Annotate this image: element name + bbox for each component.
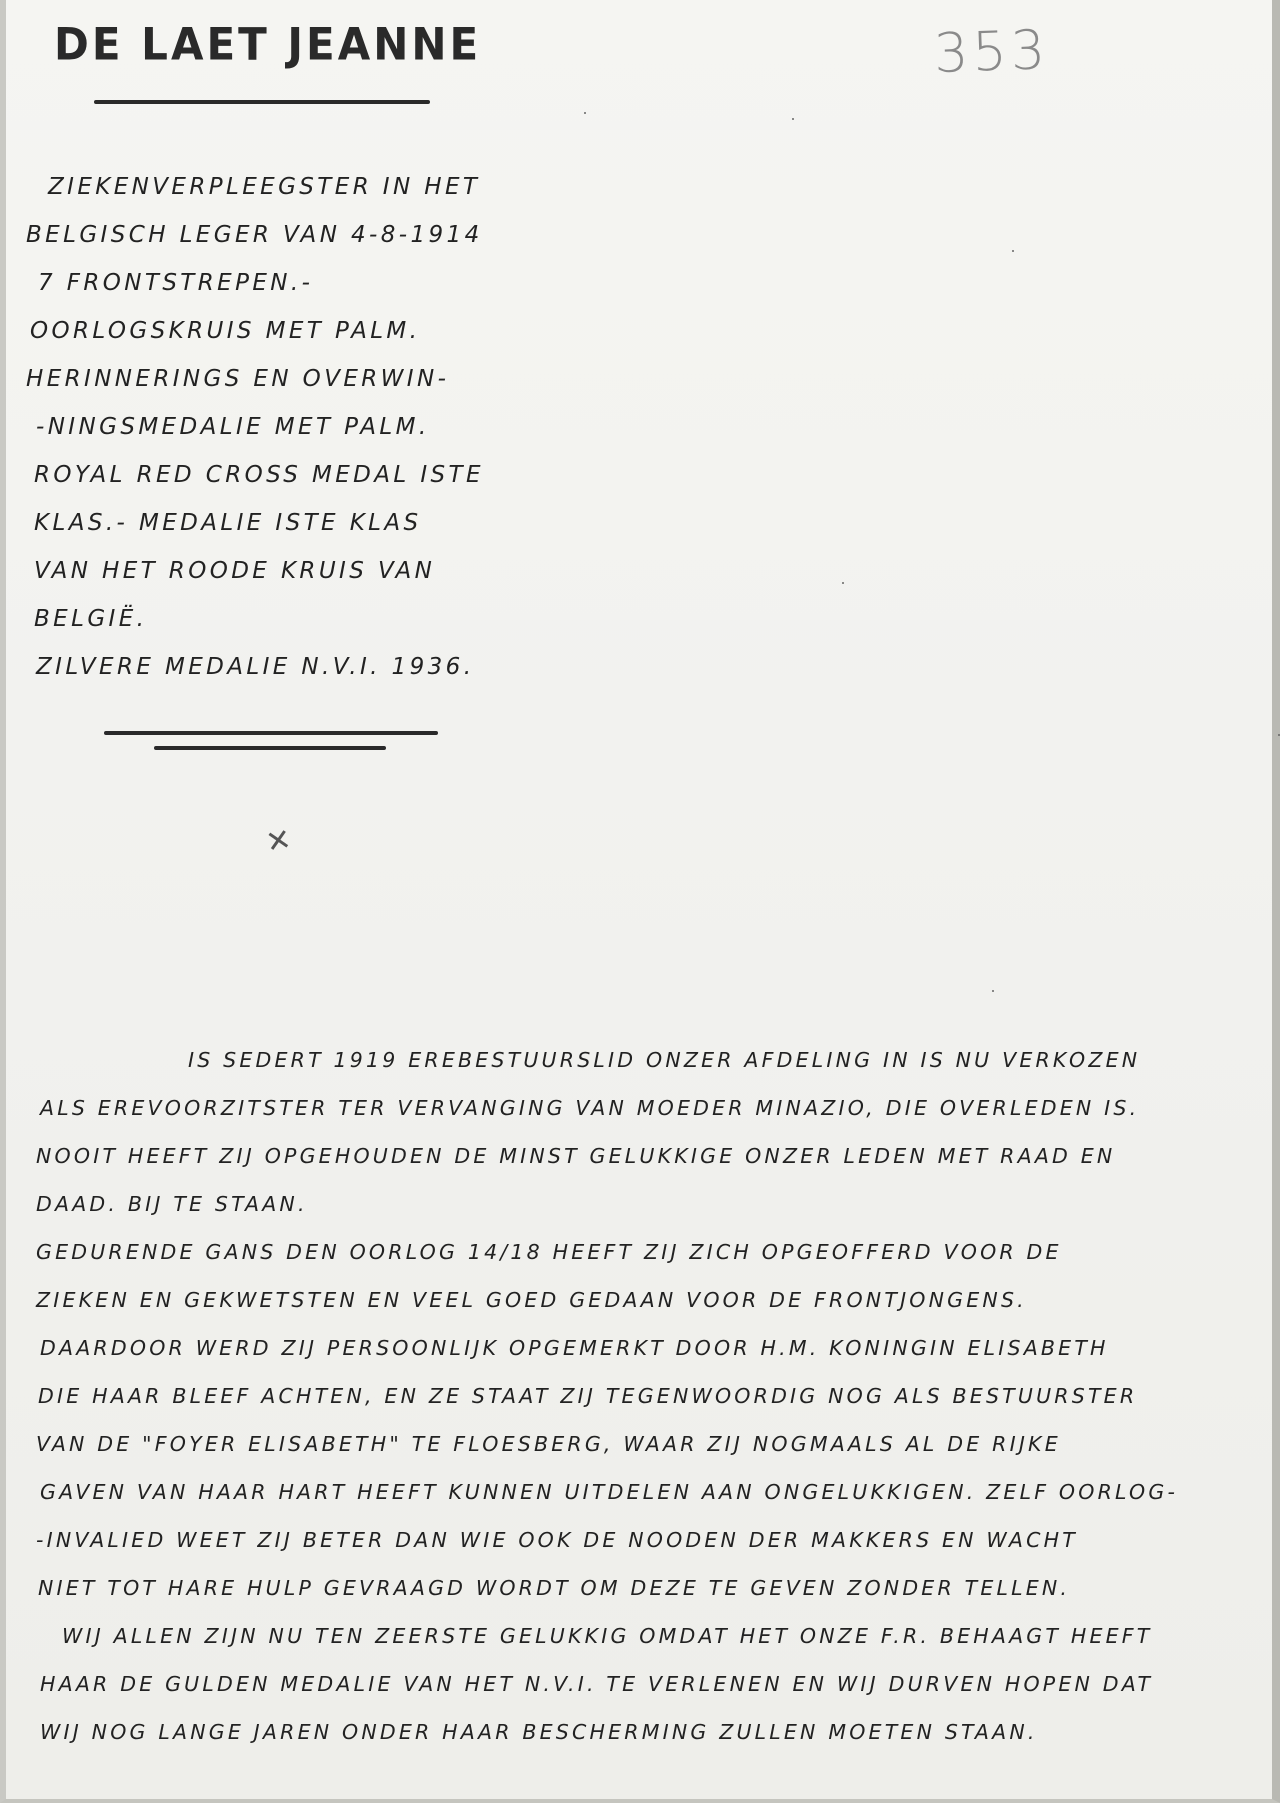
ink-speck (992, 990, 994, 992)
citation-line: DAAD. BIJ TE STAAN. (36, 1192, 308, 1216)
citation-line: DAARDOOR WERD ZIJ PERSOONLIJK OPGEMERKT DOOR H.M. KONINGIN ELISABETH (40, 1336, 1109, 1360)
citation-line: ALS EREVOORZITSTER TER VERVANGING VAN MOEDER MINAZIO, DIE OVERLEDEN IS. (40, 1096, 1140, 1120)
cross-mark-icon: ✕ (263, 822, 294, 861)
page-number: 353 (932, 18, 1051, 85)
citation-line: GAVEN VAN HAAR HART HEEFT KUNNEN UITDELEN AAN ONGELUKKIGEN. ZELF OORLOG- (40, 1480, 1179, 1504)
citation-line: IS SEDERT 1919 EREBESTUURSLID ONZER AFDELING IN IS NU VERKOZEN (188, 1048, 1141, 1072)
citation-line: WIJ NOG LANGE JAREN ONDER HAAR BESCHERMING ZULLEN MOETEN STAAN. (40, 1720, 1038, 1744)
honours-line: ZIEKENVERPLEEGSTER IN HET (48, 174, 481, 200)
honours-line: BELGISCH LEGER VAN 4-8-1914 (26, 222, 483, 248)
document-title: DE LAET JEANNE (54, 18, 482, 71)
honours-line: ROYAL RED CROSS MEDAL ISTE (34, 462, 484, 488)
honours-line: HERINNERINGS EN OVERWIN- (26, 366, 450, 392)
honours-line: 7 FRONTSTREPEN.- (38, 270, 314, 296)
ink-speck (584, 112, 586, 114)
citation-line: HAAR DE GULDEN MEDALIE VAN HET N.V.I. TE VERLENEN EN WIJ DURVEN HOPEN DAT (40, 1672, 1154, 1696)
citation-line: GEDURENDE GANS DEN OORLOG 14/18 HEEFT ZIJ ZICH OPGEOFFERD VOOR DE (36, 1240, 1062, 1264)
citation-line: NIET TOT HARE HULP GEVRAAGD WORDT OM DEZE TE GEVEN ZONDER TELLEN. (38, 1576, 1071, 1600)
section-divider-upper (104, 731, 438, 735)
ink-speck (842, 582, 844, 584)
honours-line: KLAS.- MEDALIE ISTE KLAS (34, 510, 422, 536)
honours-line: OORLOGSKRUIS MET PALM. (30, 318, 421, 344)
citation-line: -INVALIED WEET ZIJ BETER DAN WIE OOK DE NOODEN DER MAKKERS EN WACHT (36, 1528, 1078, 1552)
honours-line: BELGIË. (34, 606, 148, 632)
section-divider-lower (154, 746, 386, 750)
title-underline (94, 100, 430, 104)
citation-line: VAN DE "FOYER ELISABETH" TE FLOESBERG, WAAR ZIJ NOGMAALS AL DE RIJKE (36, 1432, 1061, 1456)
citation-line: NOOIT HEEFT ZIJ OPGEHOUDEN DE MINST GELUKKIGE ONZER LEDEN MET RAAD EN (36, 1144, 1116, 1168)
ink-speck (1012, 250, 1014, 252)
citation-line: ZIEKEN EN GEKWETSTEN EN VEEL GOED GEDAAN VOOR DE FRONTJONGENS. (36, 1288, 1027, 1312)
honours-line: -NINGSMEDALIE MET PALM. (36, 414, 430, 440)
citation-line: WIJ ALLEN ZIJN NU TEN ZEERSTE GELUKKIG OMDAT HET ONZE F.R. BEHAAGT HEEFT (62, 1624, 1153, 1648)
ink-speck (792, 118, 794, 120)
citation-line: DIE HAAR BLEEF ACHTEN, EN ZE STAAT ZIJ TEGENWOORDIG NOG ALS BESTUURSTER (38, 1384, 1138, 1408)
honours-line: ZILVERE MEDALIE N.V.I. 1936. (36, 654, 475, 680)
honours-line: VAN HET ROODE KRUIS VAN (34, 558, 436, 584)
